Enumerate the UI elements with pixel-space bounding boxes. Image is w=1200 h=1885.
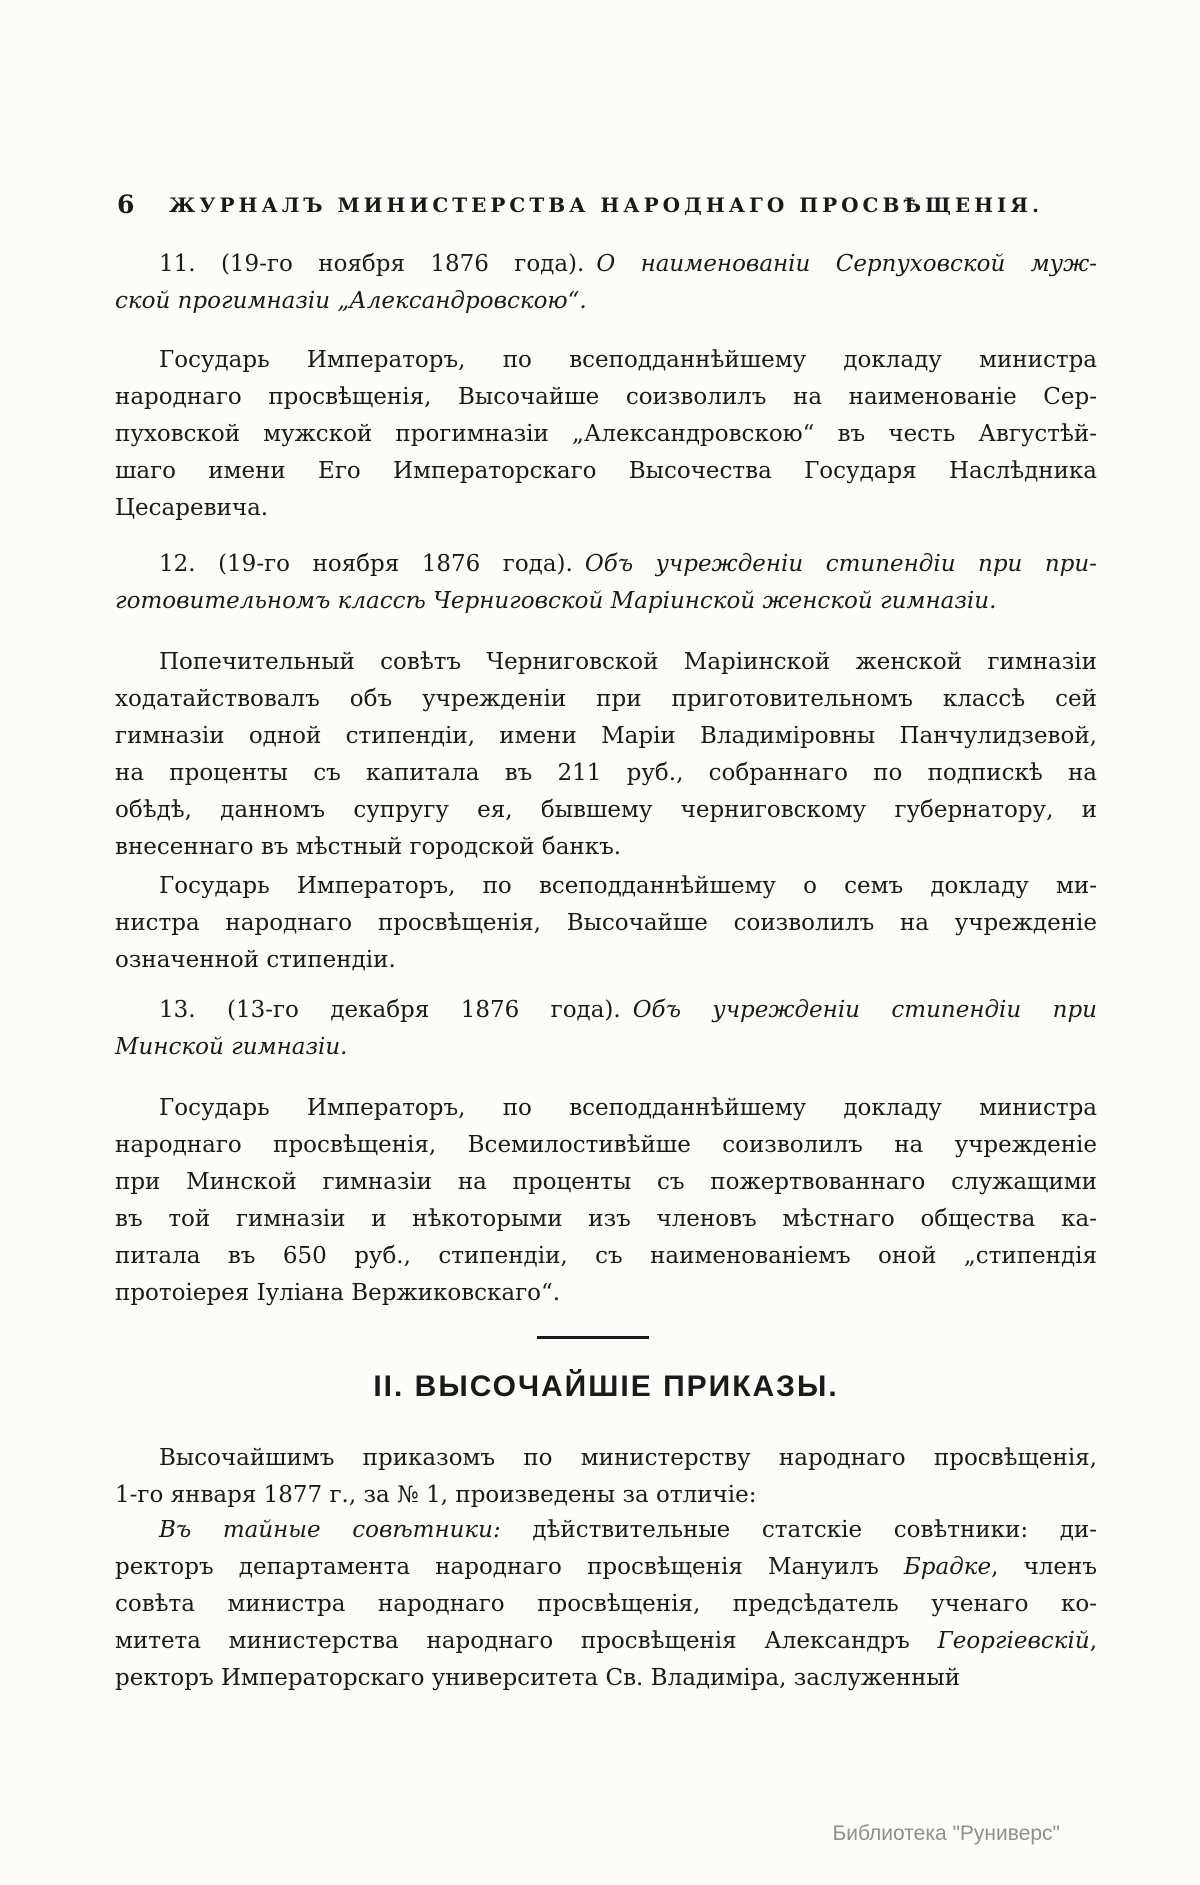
running-header-title: ЖУРНАЛЪ МИНИСТЕРСТВА НАРОДНАГО ПРОСВѢЩЕНІЯ. xyxy=(169,193,1043,217)
rank-title-italic: Въ тайные совѣтники: xyxy=(159,1517,501,1543)
text-line: Государь Императоръ, по всеподданнѣйшему докладу министра xyxy=(159,347,1097,373)
text-line: нистра народнаго просвѣщенія, Высочайше соизволилъ на учрежденіе xyxy=(115,910,1097,936)
decree-13-subject-part: Объ учрежденіи стипендіи при xyxy=(632,997,1097,1023)
orders-paragraph-1 xyxy=(115,1440,1097,1514)
decree-11-heading xyxy=(115,246,1097,320)
text-line: гимназіи одной стипендіи, имени Маріи Владиміровны Панчулидзевой, xyxy=(115,723,1097,749)
text-line: въ той гимназіи и нѣкоторыми изъ членовъ мѣстнаго общества ка- xyxy=(115,1206,1097,1232)
text-segment: дѣйствительные статскіе совѣтники: ди- xyxy=(500,1517,1097,1543)
text-line: народнаго просвѣщенія, Высочайше соизволилъ на наименованіе Сер- xyxy=(115,384,1097,410)
decree-13-date: 13. (13-го декабря 1876 года). xyxy=(159,997,621,1023)
text-line xyxy=(115,1512,1097,1549)
text-line xyxy=(115,1623,1097,1660)
text-line: готовительномъ классѣ Черниговской Маріинской женской гимназіи. xyxy=(115,588,997,614)
text-segment: митета министерства народнаго просвѣщенія Александръ xyxy=(115,1628,938,1654)
text-line xyxy=(115,992,1097,1029)
decree-12-body-2 xyxy=(115,868,1097,979)
text-line: означенной стипендіи. xyxy=(115,947,396,973)
text-line: Минской гимназіи. xyxy=(115,1034,348,1060)
decree-11-date: 11. (19-го ноября 1876 года). xyxy=(159,251,585,277)
decree-12-heading xyxy=(115,546,1097,620)
text-line: шаго имени Его Императорскаго Высочества Государя Наслѣдника xyxy=(115,458,1097,484)
text-line: на проценты съ капитала въ 211 руб., собраннаго по подпискѣ на xyxy=(115,760,1097,786)
text-line: ской прогимназіи „Александровскою“. xyxy=(115,288,587,314)
page-header xyxy=(115,190,1097,224)
text-line: питала въ 650 руб., стипендіи, съ наименованіемъ оной „стипендія xyxy=(115,1243,1097,1269)
text-line xyxy=(115,546,1097,583)
text-line: пуховской мужской прогимназіи „Александровскою“ въ честь Августѣй- xyxy=(115,421,1097,447)
page-number: 6 xyxy=(117,190,135,219)
decree-13-heading xyxy=(115,992,1097,1066)
text-line: 1-го января 1877 г., за № 1, произведены за отличіе: xyxy=(115,1482,757,1508)
orders-paragraph-2 xyxy=(115,1512,1097,1697)
section-divider-rule xyxy=(537,1336,649,1339)
text-line xyxy=(115,246,1097,283)
text-line: обѣдѣ, данномъ супругу ея, бывшему черниговскому губернатору, и xyxy=(115,797,1097,823)
text-line: совѣта министра народнаго просвѣщенія, предсѣдатель ученаго ко- xyxy=(115,1591,1097,1617)
text-segment: ректоръ департамента народнаго просвѣщенія Мануилъ xyxy=(115,1554,904,1580)
text-line: внесеннаго въ мѣстный городской банкъ. xyxy=(115,834,622,860)
text-line: протоіерея Іуліана Вержиковскаго“. xyxy=(115,1280,561,1306)
decree-13-body xyxy=(115,1090,1097,1312)
orders-section-heading: II. ВЫСОЧАЙШІЕ ПРИКАЗЫ. xyxy=(373,1370,839,1403)
text-line: при Минской гимназіи на проценты съ пожертвованнаго служащими xyxy=(115,1169,1097,1195)
person-name-italic: Брадке xyxy=(903,1554,992,1580)
text-line: ректоръ Императорскаго университета Св. Владиміра, заслуженный xyxy=(115,1665,961,1691)
text-segment: , xyxy=(1089,1628,1097,1654)
decree-11-subject-part: О наименованіи Серпуховской муж- xyxy=(596,251,1097,277)
decree-12-date: 12. (19-го ноября 1876 года). xyxy=(159,551,573,577)
person-name-italic: Георгіевскій xyxy=(937,1628,1090,1654)
text-line: ходатайствовалъ объ учрежденіи при приготовительномъ классѣ сей xyxy=(115,686,1097,712)
text-line: Попечительный совѣтъ Черниговской Маріинской женской гимназіи xyxy=(159,649,1097,675)
text-line: Цесаревича. xyxy=(115,495,269,521)
text-line xyxy=(115,1549,1097,1586)
decree-12-body-1 xyxy=(115,644,1097,866)
text-line: народнаго просвѣщенія, Всемилостивѣйше соизволилъ на учрежденіе xyxy=(115,1132,1097,1158)
decree-11-body xyxy=(115,342,1097,527)
text-line: Государь Императоръ, по всеподданнѣйшему докладу министра xyxy=(159,1095,1097,1121)
library-watermark: Библиотека "Руниверс" xyxy=(832,1822,1060,1845)
decree-12-subject-part: Объ учрежденіи стипендіи при при- xyxy=(584,551,1097,577)
text-line: Государь Императоръ, по всеподданнѣйшему о семъ докладу ми- xyxy=(159,873,1097,899)
text-segment: , членъ xyxy=(991,1554,1098,1580)
text-line: Высочайшимъ приказомъ по министерству народнаго просвѣщенія, xyxy=(159,1445,1097,1471)
